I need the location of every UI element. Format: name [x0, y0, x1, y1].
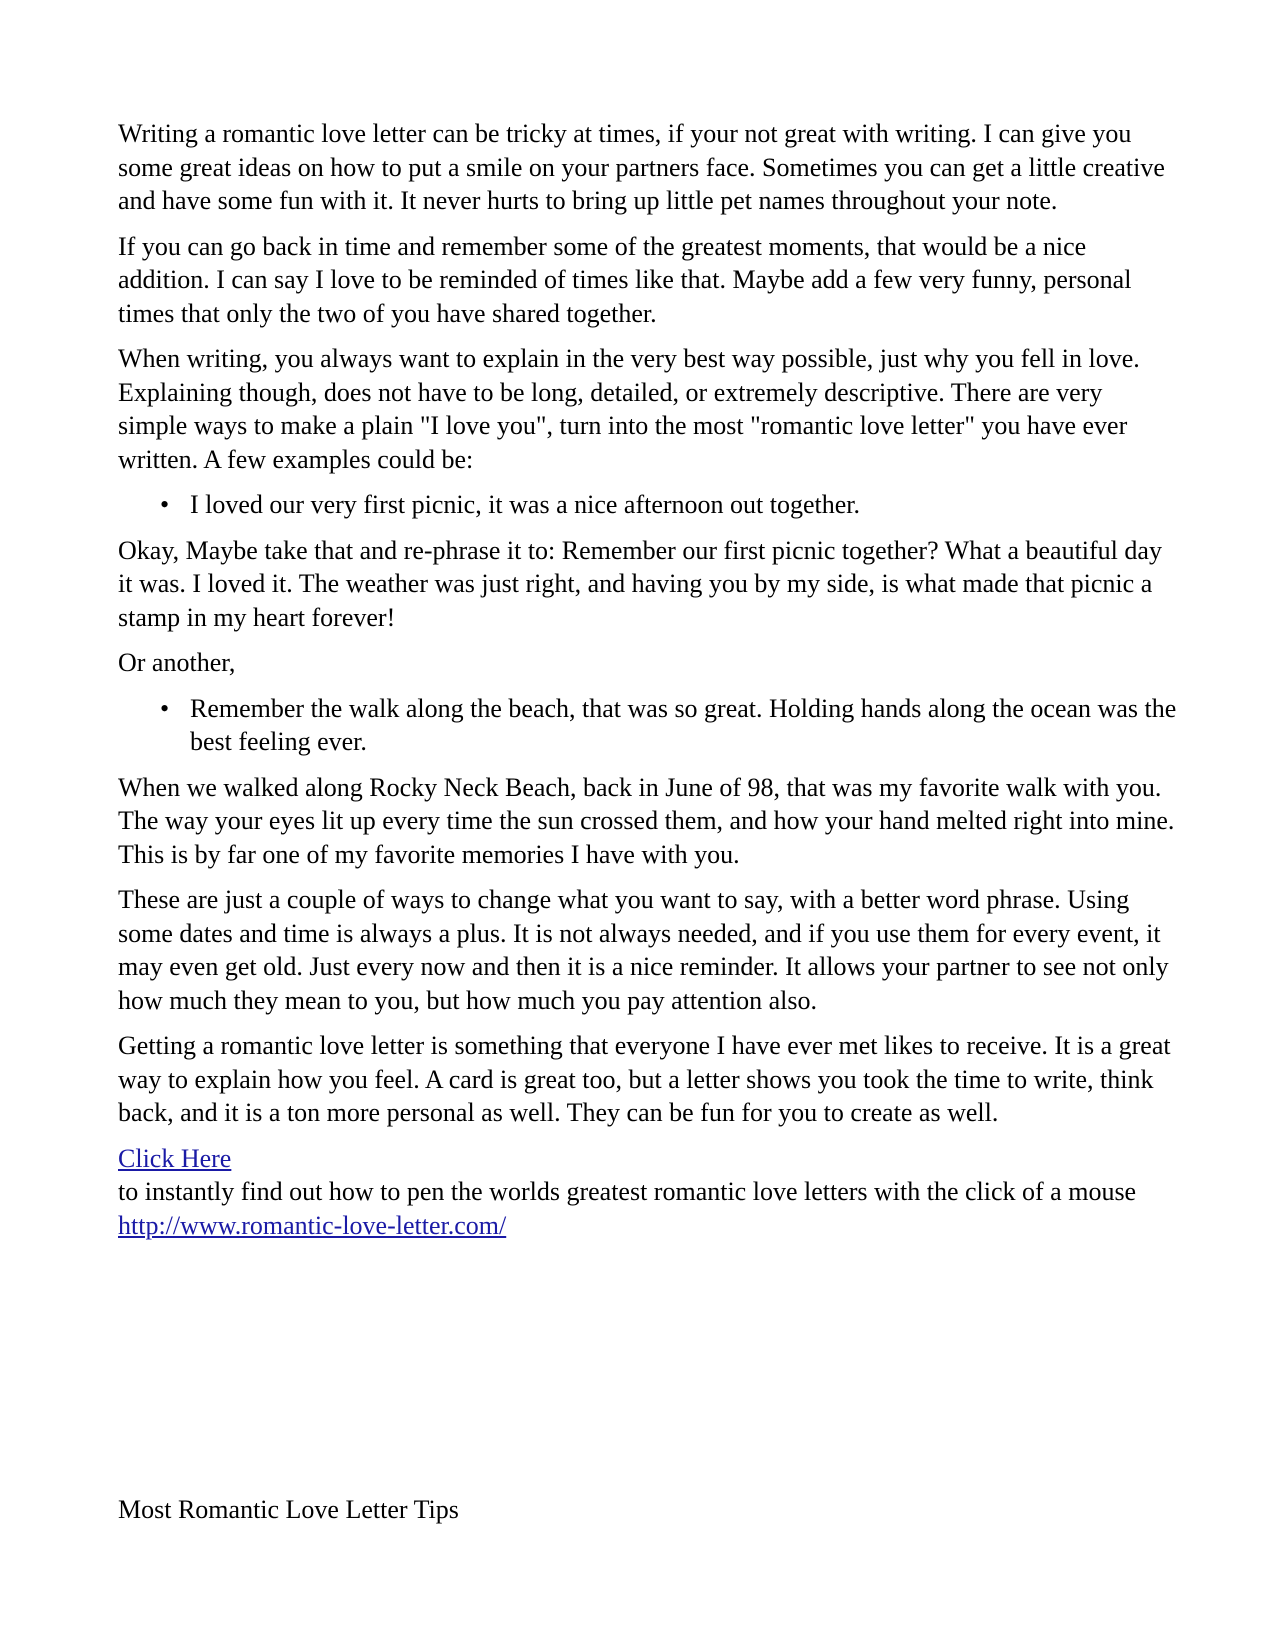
- document-body: [118, 117, 1178, 1242]
- paragraph-explain: When writing, you always want to explain in the very best way possible, just why you fell in love. Explaining though, does not have to be long, detailed, or extremely descriptive. There are very simple ways to make a plain "I love you", turn into the most "romantic love letter" you have ever written. A few examples could be:: [118, 344, 1140, 474]
- paragraph-memories: If you can go back in time and remember some of the greatest moments, that would be a nice addition. I can say I love to be reminded of times like that. Maybe add a few very funny, personal times that only the two of you have shared together.: [118, 231, 1132, 328]
- document-footer-title: Most Romantic Love Letter Tips: [118, 1495, 459, 1524]
- cta-description: to instantly find out how to pen the worlds greatest romantic love letters with the click of a mouse: [118, 1177, 1137, 1206]
- paragraph-beach: When we walked along Rocky Neck Beach, back in June of 98, that was my favorite walk with you. The way your eyes lit up every time the sun crossed them, and how your hand melted right into mine. This is by far one of my favorite memories I have with you.: [118, 772, 1175, 869]
- bullet-icon: •: [160, 693, 170, 723]
- list-item: [118, 488, 1178, 522]
- list-item-text: I loved our very first picnic, it was a nice afternoon out together.: [190, 490, 861, 519]
- paragraph-or-another: Or another,: [118, 648, 236, 677]
- paragraph-rephrase: Okay, Maybe take that and re-phrase it to: Remember our first picnic together? What a beautiful day it was. I loved it. The weather was just right, and having you by my side, is what made that picnic a stamp in my heart forever!: [118, 535, 1162, 632]
- paragraph-getting-letter: Getting a romantic love letter is something that everyone I have ever met likes to receive. It is a great way to explain how you feel. A card is great too, but a letter shows you took the time to write, think back, and it is a ton more personal as well. They can be fun for you to create as well.: [118, 1031, 1171, 1127]
- cta-text: [118, 1175, 1178, 1242]
- click-here-line: [118, 1142, 1178, 1176]
- example-list-2: [118, 692, 1178, 759]
- website-url-link[interactable]: http://www.romantic-love-letter.com/: [118, 1210, 507, 1240]
- list-item-text: Remember the walk along the beach, that was so great. Holding hands along the ocean was the best feeling ever.: [190, 693, 1177, 756]
- list-item: [118, 692, 1178, 759]
- bullet-icon: •: [160, 490, 170, 519]
- paragraph-couple-ways: These are just a couple of ways to change what you want to say, with a better word phrase. Using some dates and time is always a plus. It is not always needed, and if you use them for every event, it may even get old. Just every now and then it is a nice reminder. It allows your partner to see not only how much they mean to you, but how much you pay attention also.: [118, 885, 1169, 1015]
- example-list-1: [118, 488, 1178, 522]
- paragraph-intro: Writing a romantic love letter can be tricky at times, if your not great with writing. I can give you some great ideas on how to put a smile on your partners face. Sometimes you can get a little creative and have some fun with it. It never hurts to bring up little pet names throughout your note.: [118, 119, 1165, 215]
- click-here-link[interactable]: Click Here: [118, 1143, 232, 1173]
